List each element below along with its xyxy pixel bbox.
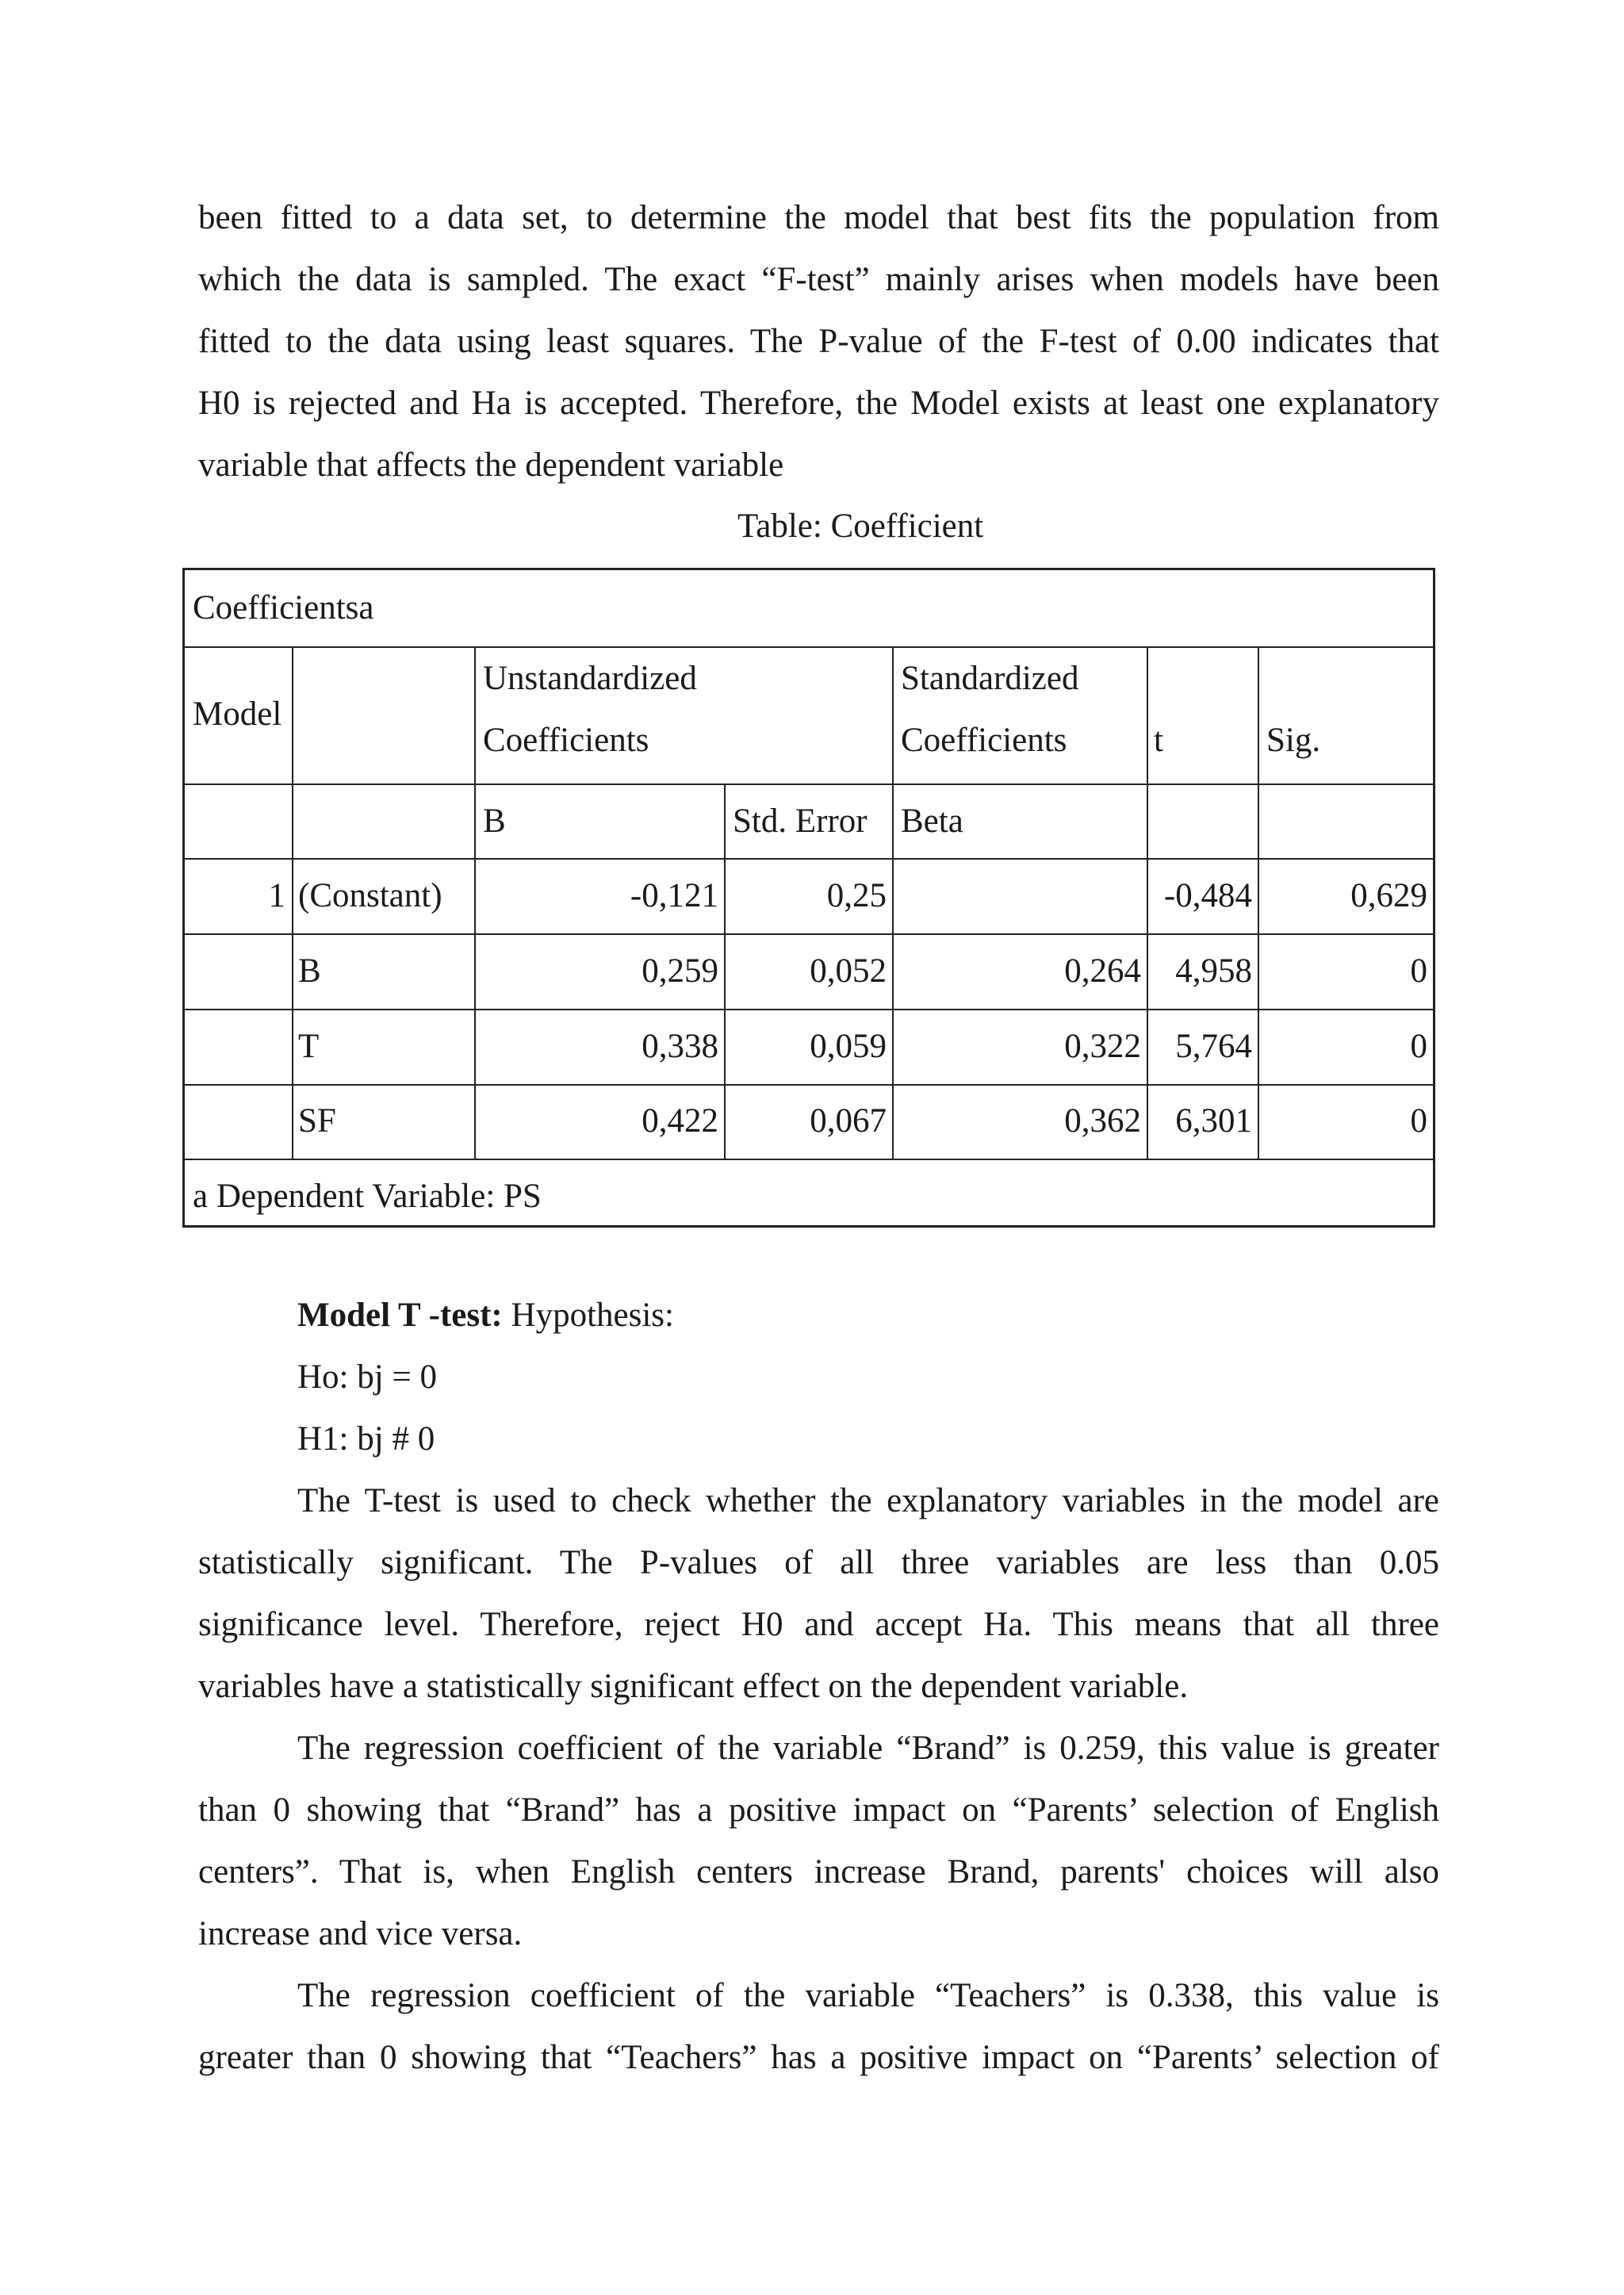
intro-line-2: which the data is sampled. The exact “F-test” mainly arises when models have been (198, 261, 1439, 298)
row-3-variable: T (298, 1028, 320, 1065)
row-2-variable: B (298, 952, 321, 990)
header-unstd-1: Unstandardized (483, 660, 697, 697)
row-1-model: 1 (268, 877, 285, 914)
para2-line-4: increase and vice versa. (198, 1915, 523, 1952)
table-caption: Table: Coefficient (737, 508, 984, 545)
ttest-heading (297, 1285, 674, 1347)
intro-line-3: fitted to the data using least squares. The P-value of the F-test of 0.00 indicates that (198, 323, 1439, 360)
row-4-variable: SF (298, 1102, 336, 1140)
header-model: Model (193, 695, 282, 733)
row-2-beta: 0,264 (1064, 952, 1141, 990)
table-title: Coefficientsa (193, 589, 374, 626)
row-2-t: 4,958 (1175, 952, 1252, 990)
para1-line-4: variables have a statistically significant effect on the dependent variable. (198, 1668, 1189, 1705)
row-2-b: 0,259 (642, 952, 718, 990)
row-3-t: 5,764 (1175, 1028, 1252, 1065)
row-4-beta: 0,362 (1064, 1102, 1141, 1140)
hypothesis-h0: Ho: bj = 0 (297, 1358, 437, 1396)
row-1-t: -0,484 (1163, 877, 1252, 914)
row-3-beta: 0,322 (1064, 1028, 1141, 1065)
header-std-2: Coefficients (901, 722, 1067, 759)
row-2-std-error: 0,052 (810, 952, 887, 990)
row-4-sig: 0 (1410, 1102, 1427, 1140)
intro-line-5: variable that affects the dependent variable (198, 446, 784, 484)
para2-line-1: The regression coefficient of the variable “Brand” is 0.259, this value is greater (297, 1730, 1439, 1767)
intro-line-1: been fitted to a data set, to determine the model that best fits the population from (198, 199, 1439, 236)
para1-line-1: The T-test is used to check whether the explanatory variables in the model are (297, 1482, 1439, 1519)
coefficients-table (182, 568, 1435, 1228)
para1-line-3: significance level. Therefore, reject H0 and accept Ha. This means that all three (198, 1606, 1439, 1643)
table-footnote: a Dependent Variable: PS (193, 1178, 542, 1215)
para1-line-2: statistically significant. The P-values of all three variables are less than 0.05 (198, 1544, 1439, 1581)
header-std-1: Standardized (901, 660, 1079, 697)
row-1-sig: 0,629 (1350, 877, 1427, 914)
hypothesis-h1: H1: bj # 0 (297, 1420, 435, 1458)
para2-line-2: than 0 showing that “Brand” has a positive impact on “Parents’ selection of English (198, 1791, 1439, 1829)
row-4-b: 0,422 (642, 1102, 718, 1140)
para2-line-3: centers”. That is, when English centers increase Brand, parents' choices will also (198, 1853, 1439, 1891)
header-unstd-2: Coefficients (483, 722, 649, 759)
row-3-std-error: 0,059 (810, 1028, 887, 1065)
header-beta: Beta (901, 803, 963, 840)
ttest-heading-rest: Hypothesis: (502, 1297, 674, 1334)
row-1-variable: (Constant) (298, 877, 442, 914)
row-3-sig: 0 (1410, 1028, 1427, 1065)
row-4-t: 6,301 (1175, 1102, 1252, 1140)
header-b: B (483, 803, 506, 840)
header-sig: Sig. (1266, 722, 1321, 759)
para3-line-1: The regression coefficient of the variable “Teachers” is 0.338, this value is (297, 1977, 1439, 2014)
row-2-sig: 0 (1410, 952, 1427, 990)
header-t: t (1154, 722, 1163, 759)
header-std-error: Std. Error (733, 803, 868, 840)
ttest-heading-bold: Model T -test: (297, 1297, 503, 1334)
row-4-std-error: 0,067 (810, 1102, 887, 1140)
para3-line-2: greater than 0 showing that “Teachers” has a positive impact on “Parents’ selection of (198, 2039, 1439, 2076)
intro-line-4: H0 is rejected and Ha is accepted. Therefore, the Model exists at least one explanatory (198, 385, 1439, 422)
row-1-b: -0,121 (630, 877, 718, 914)
row-3-b: 0,338 (642, 1028, 718, 1065)
row-1-std-error: 0,25 (826, 877, 887, 914)
